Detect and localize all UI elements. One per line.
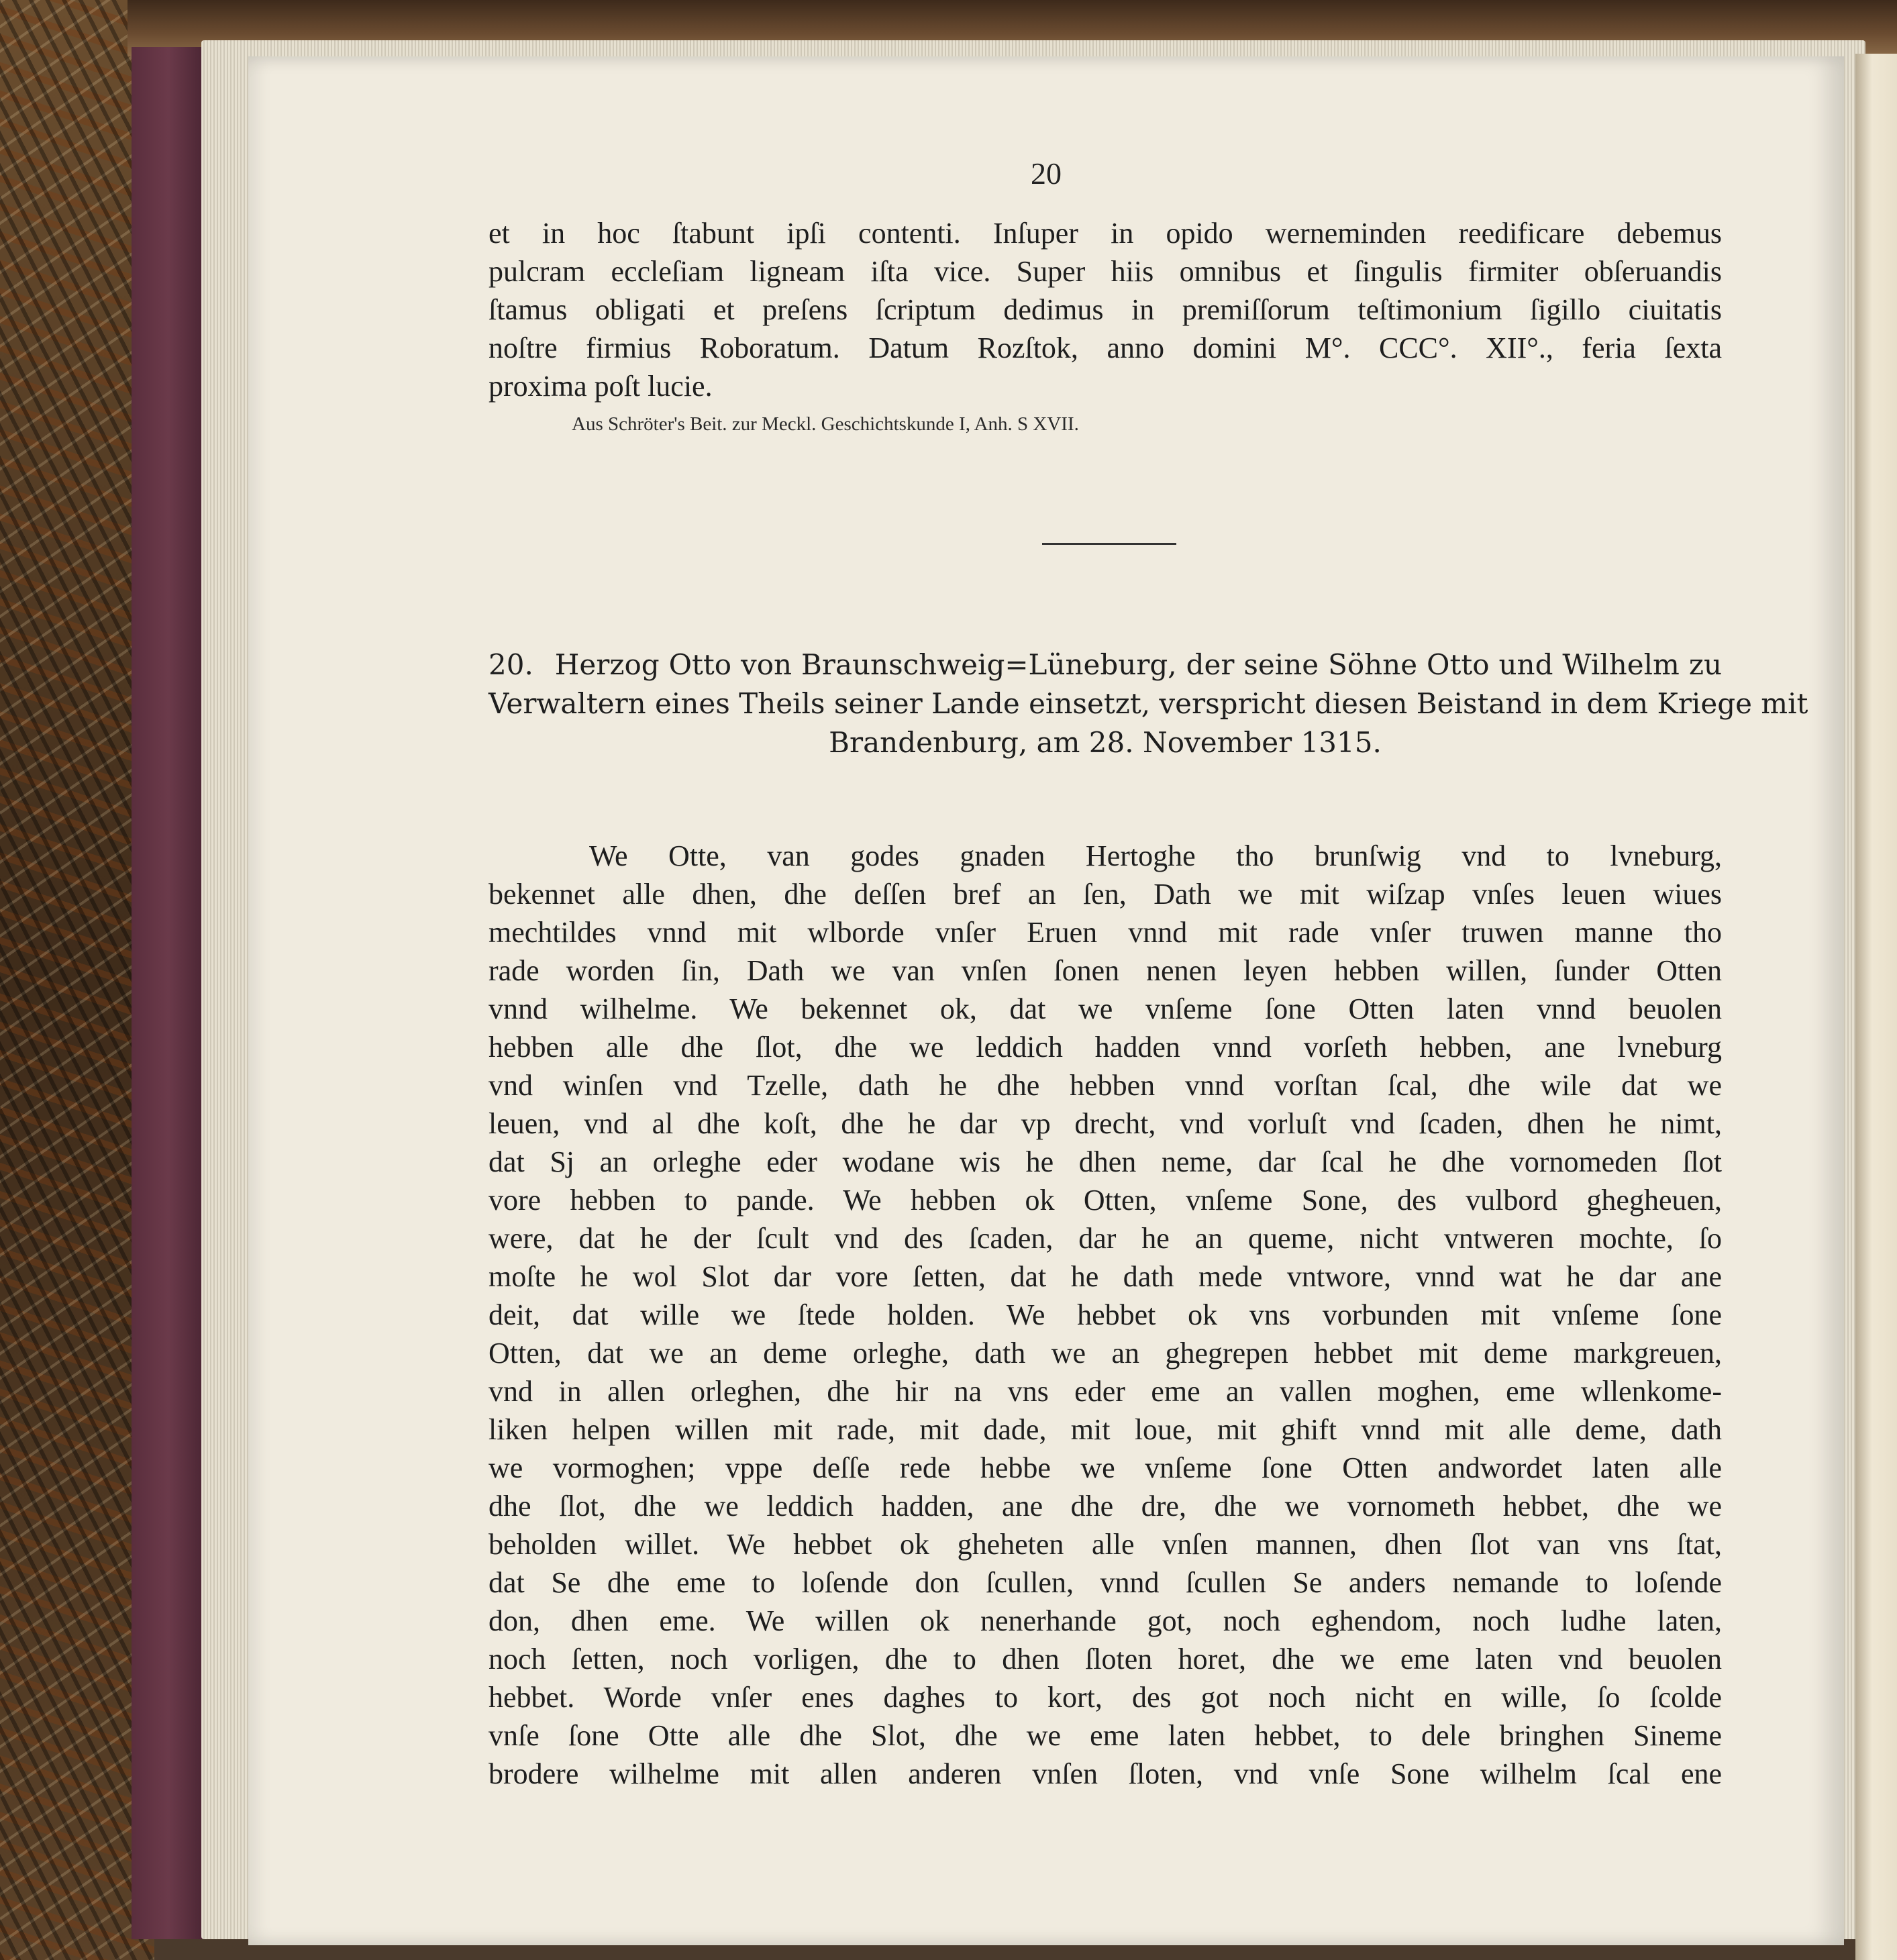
book-page <box>248 56 1844 1945</box>
latin-paragraph <box>489 214 1722 405</box>
text-line: dat Sj an orleghe eder wodane wis he dhen neme, dar ſcal he dhe vornomeden ſlot <box>489 1145 1722 1178</box>
text-line: were, dat he der ſcult vnd des ſcaden, dar he an queme, nicht vntweren mochte, ſo <box>489 1222 1722 1255</box>
text-line: proxima poſt lucie. <box>489 370 713 403</box>
heading-line-1 <box>489 646 1722 684</box>
heading-line-2: Verwaltern eines Theils seiner Lande einsetzt, verspricht diesen Beistand in dem Kriege mit <box>489 687 1808 720</box>
text-line: bekennet alle dhen, dhe deſſen bref an ſen, Dath we mit wiſzap vnſes leuen wiues <box>489 878 1722 911</box>
heading-line-3: Brandenburg, am 28. November 1315. <box>829 726 1382 759</box>
text-line: hebben alle dhe ſlot, dhe we leddich hadden vnnd vorſeth hebben, ane lvneburg <box>489 1031 1722 1064</box>
text-line: vore hebben to pande. We hebben ok Otten, vnſeme Sone, des vulbord ghegheuen, <box>489 1184 1722 1217</box>
text-line: rade worden ſin, Dath we van vnſen ſonen nenen leyen hebben willen, ſunder Otten <box>489 954 1722 987</box>
facing-page-edge <box>1855 54 1897 1960</box>
section-divider <box>1042 543 1176 545</box>
text-line: dhe ſlot, dhe we leddich hadden, ane dhe dre, dhe we vornometh hebbet, dhe we <box>489 1490 1722 1523</box>
document-heading <box>489 646 1808 762</box>
text-line: vnd in allen orleghen, dhe hir na vns eder eme an vallen moghen, eme wllenkome- <box>489 1375 1722 1408</box>
text-line: we vormoghen; vppe deſſe rede hebbe we vnſeme ſone Otten andwordet laten alle <box>489 1451 1722 1484</box>
text-line: et in hoc ſtabunt ipſi contenti. Inſuper in opido werneminden reedificare debemus <box>489 217 1722 250</box>
document-number: 20. <box>489 648 533 681</box>
text-line: vnd winſen vnd Tzelle, dath he dhe hebben vnnd vorſtan ſcal, dhe wile dat we <box>489 1069 1722 1102</box>
text-line: pulcram eccleſiam ligneam iſta vice. Super hiis omnibus et ſingulis firmiter obſeruandis <box>489 255 1722 288</box>
text-line: Otten, dat we an deme orleghe, dath we an ghegrepen hebbet mit deme markgreuen, <box>489 1337 1722 1370</box>
heading-text: Herzog Otto von Braunschweig=Lüneburg, der seine Söhne Otto und Wilhelm zu <box>554 648 1722 681</box>
text-line: brodere wilhelme mit allen anderen vnſen ſloten, vnd vnſe Sone wilhelm ſcal ene <box>489 1757 1722 1790</box>
text-line: liken helpen willen mit rade, mit dade, mit loue, mit ghift vnnd mit alle deme, dath <box>489 1413 1722 1446</box>
text-line: ſtamus obligati et preſens ſcriptum dedimus in premiſſorum teſtimonium ſigillo ciuitatis <box>489 293 1722 326</box>
text-line: noſtre firmius Roboratum. Datum Rozſtok, anno domini M°. CCC°. XII°., feria ſexta <box>489 331 1722 364</box>
cover-edge <box>132 47 205 1939</box>
text-line: deit, dat wille we ſtede holden. We hebbet ok vns vorbunden mit vnſeme ſone <box>489 1298 1722 1331</box>
text-line: We Otte, van godes gnaden Hertoghe tho brunſwig vnd to lvneburg, <box>589 839 1722 872</box>
charter-text <box>489 837 1722 1793</box>
text-line: hebbet. Worde vnſer enes daghes to kort, des got noch nicht en wille, ſo ſcolde <box>489 1681 1722 1714</box>
source-note: Aus Schröter's Beit. zur Meckl. Geschichtskunde I, Anh. S XVII. <box>572 413 1079 435</box>
text-line: leuen, vnd al dhe koſt, dhe he dar vp drecht, vnd vorluſt vnd ſcaden, dhen he nimt, <box>489 1107 1722 1140</box>
text-line: beholden willet. We hebbet ok gheheten alle vnſen mannen, dhen ſlot van vns ſtat, <box>489 1528 1722 1561</box>
text-line: moſte he wol Slot dar vore ſetten, dat he dath mede vntwore, vnnd wat he dar ane <box>489 1260 1722 1293</box>
page-number: 20 <box>1031 156 1062 191</box>
text-line: dat Se dhe eme to loſende don ſcullen, vnnd ſcullen Se anders nemande to loſende <box>489 1566 1722 1599</box>
text-line: vnſe ſone Otte alle dhe Slot, dhe we eme laten hebbet, to dele bringhen Sineme <box>489 1719 1722 1752</box>
text-line: mechtildes vnnd mit wlborde vnſer Eruen vnnd mit rade vnſer truwen manne tho <box>489 916 1722 949</box>
text-line: vnnd wilhelme. We bekennet ok, dat we vnſeme ſone Otten laten vnnd beuolen <box>489 992 1722 1025</box>
text-line: noch ſetten, noch vorligen, dhe to dhen ſloten horet, dhe we eme laten vnd beuolen <box>489 1643 1722 1675</box>
text-line: don, dhen eme. We willen ok nenerhande got, noch eghendom, noch ludhe laten, <box>489 1604 1722 1637</box>
